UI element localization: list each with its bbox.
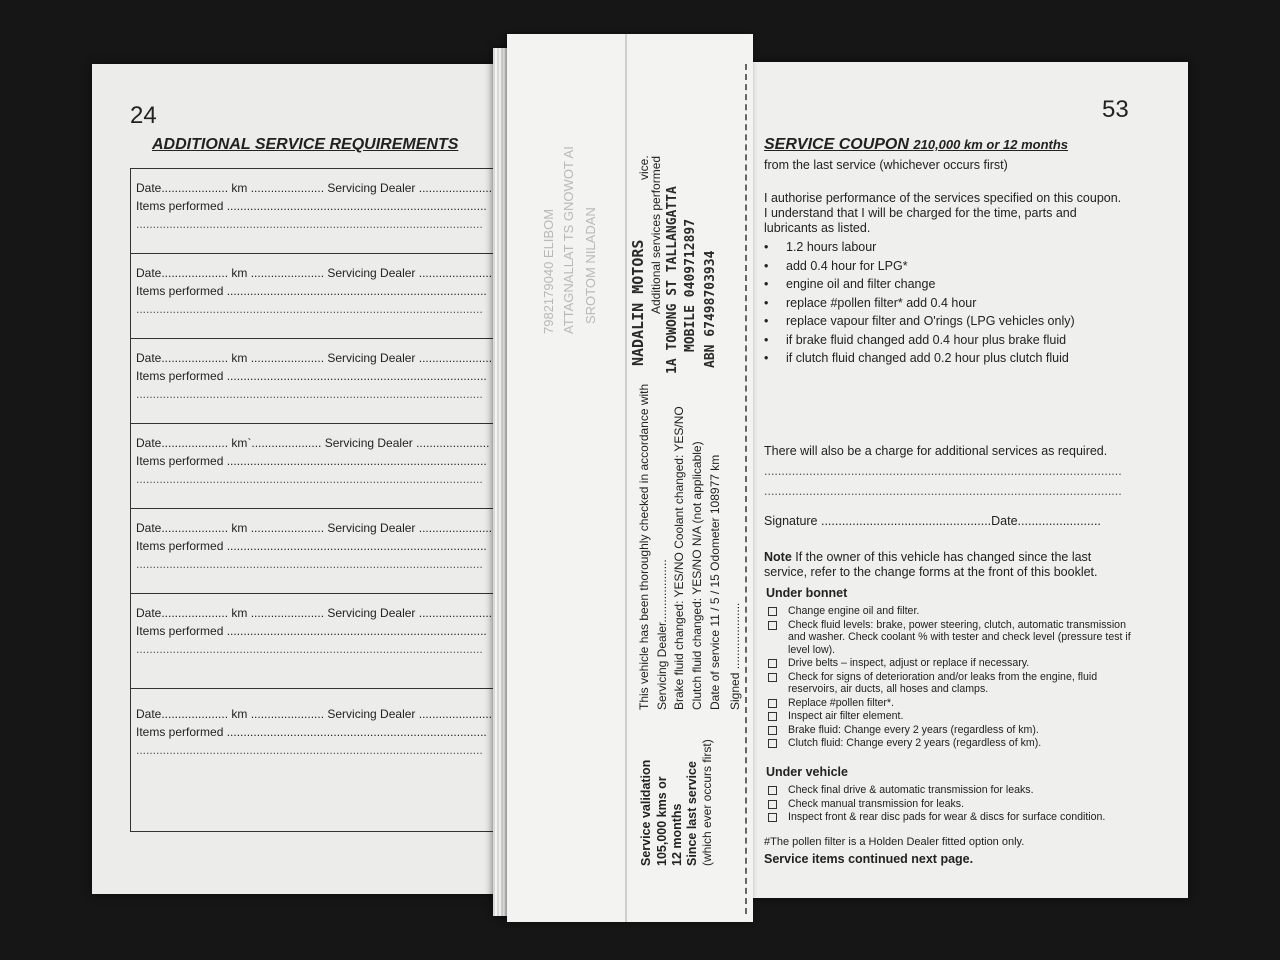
bleed-through-text: SROTOM NILADAN [583, 207, 598, 324]
validation-heading-3: 12 months [670, 803, 684, 866]
validation-heading-5: (which ever occurs first) [700, 739, 714, 866]
validation-heading-4: Since last service [685, 761, 699, 866]
list-item: • replace vapour filter and O'rings (LPG vehicles only) [764, 314, 1075, 328]
checked-statement-end: vice. [637, 155, 651, 180]
list-item: • if clutch fluid changed add 0.2 hour plus clutch fluid [764, 351, 1069, 365]
blank-line: ....................................................................................................... [764, 484, 1122, 498]
dealer-stamp-mobile: MOBILE 0409712897 [683, 218, 698, 352]
coupon-title-label: SERVICE COUPON [764, 136, 909, 153]
checkbox [768, 659, 777, 668]
items-performed-line: Items performed .............................................................................. [136, 369, 487, 383]
checkbox [768, 726, 777, 735]
authorise-line-3: lubricants as listed. [764, 221, 871, 235]
additional-services-line: Additional services performed [649, 155, 663, 314]
date-km-dealer-line: Date.................... km ...................... Servicing Dealer ...................... [136, 351, 493, 365]
brake-coolant-line: Brake fluid changed: YES/NO Coolant changed: YES/NO [672, 406, 686, 710]
page-number: 24 [130, 102, 157, 129]
blank-line: ....................................................................................................... [764, 464, 1122, 478]
checklist-item: Check manual transmission for leaks. [766, 798, 1138, 811]
authorise-line-1: I authorise performance of the services specified on this coupon. [764, 191, 1122, 205]
note-line-1: Note If the owner of this vehicle has changed since the last [764, 550, 1092, 564]
clutch-fluid-line: Clutch fluid changed: YES/NO N/A (not applicable) [690, 441, 704, 710]
footnote: #The pollen filter is a Holden Dealer fitted option only. [764, 836, 1025, 848]
note-line-2: service, refer to the change forms at the front of this booklet. [764, 565, 1098, 579]
blank-line: ........................................................................................................ [136, 472, 483, 486]
page-title: ADDITIONAL SERVICE REQUIREMENTS [152, 136, 459, 153]
service-entry [131, 339, 495, 424]
checklist-item: Check fluid levels: brake, power steering, clutch, automatic transmission and washer. Check coolant % with tester and check level (pressure test if level low). [766, 619, 1138, 657]
blank-line: ........................................................................................................ [136, 302, 483, 316]
blank-line: ........................................................................................................ [136, 387, 483, 401]
right-page [750, 62, 1188, 898]
labour-list [764, 240, 1136, 370]
checkbox [768, 813, 777, 822]
checkbox [768, 786, 777, 795]
blank-line: ........................................................................................................ [136, 217, 483, 231]
coupon-subtitle: from the last service (whichever occurs first) [764, 158, 1008, 172]
list-item: • add 0.4 hour for LPG* [764, 258, 908, 273]
checkbox [768, 739, 777, 748]
date-km-dealer-line: Date.................... km`..................... Servicing Dealer ...................... [136, 436, 490, 450]
list-item: • replace #pollen filter* add 0.4 hour [764, 295, 977, 310]
authorise-line-2: I understand that I will be charged for the time, parts and [764, 206, 1077, 220]
service-entry [131, 424, 495, 509]
fold-line [625, 34, 627, 922]
note-label: Note [764, 550, 792, 564]
date-odometer-line: Date of service 11 / 5 / 15 Odometer 108977 km [708, 454, 722, 710]
checklist-item: Change engine oil and filter. [766, 605, 1138, 618]
validation-heading-1: Service validation [639, 759, 653, 866]
service-entry [131, 169, 495, 254]
checklist-item: Check final drive & automatic transmission for leaks. [766, 784, 1138, 797]
checkbox [768, 800, 777, 809]
service-record-table [130, 168, 495, 832]
under-bonnet-checklist [766, 605, 1138, 751]
service-entry [131, 254, 495, 339]
blank-line: ........................................................................................................ [136, 557, 483, 571]
bleed-through-text: 7982179040 ELIBOM [541, 208, 556, 334]
items-performed-line: Items performed .............................................................................. [136, 539, 487, 553]
items-performed-line: Items performed .............................................................................. [136, 284, 487, 298]
service-entry [131, 509, 495, 594]
items-performed-line: Items performed .............................................................................. [136, 454, 487, 468]
checkbox [768, 621, 777, 630]
list-item: • engine oil and filter change [764, 277, 936, 291]
under-vehicle-heading: Under vehicle [766, 765, 848, 779]
bleed-through-text: ATTAGNALLAT TS GNOWOT AI [561, 146, 576, 334]
checkbox [768, 699, 777, 708]
continued-note: Service items continued next page. [764, 852, 974, 866]
checklist-item: Inspect air filter element. [766, 710, 1138, 723]
checked-statement: This vehicle has been thoroughly checked in accordance with [637, 383, 651, 710]
signed-line: Signed .................... [728, 602, 742, 710]
dealer-stamp-name: NADALIN MOTORS [629, 239, 647, 366]
perforation-line [745, 64, 747, 914]
items-performed-line: Items performed .............................................................................. [136, 199, 487, 213]
signature-line: Signature .................................................Date........................ [764, 514, 1101, 528]
checklist-item: Drive belts – inspect, adjust or replace if necessary. [766, 657, 1138, 670]
servicing-dealer-line: Servicing Dealer................... [655, 559, 669, 710]
checkbox [768, 607, 777, 616]
checklist-item: Clutch fluid: Change every 2 years (regardless of km). [766, 737, 1138, 750]
checklist-item: Brake fluid: Change every 2 years (regardless of km). [766, 724, 1138, 737]
list-item: • 1.2 hours labour [764, 240, 877, 254]
items-performed-line: Items performed .............................................................................. [136, 725, 487, 739]
items-performed-line: Items performed .............................................................................. [136, 624, 487, 638]
checkbox [768, 673, 777, 682]
coupon-title [764, 136, 1068, 154]
validation-coupon-strip [507, 34, 753, 922]
service-entry [131, 594, 495, 689]
additional-charge-text: There will also be a charge for additional services as required. [764, 444, 1108, 458]
dealer-stamp-abn: ABN 67498703934 [703, 250, 718, 368]
checklist-item: Inspect front & rear disc pads for wear & discs for surface condition. [766, 811, 1138, 824]
checklist-item: Replace #pollen filter*. [766, 697, 1138, 710]
date-km-dealer-line: Date.................... km ...................... Servicing Dealer ...................... [136, 181, 493, 195]
list-item: • if brake fluid changed add 0.4 hour plus brake fluid [764, 332, 1067, 347]
under-bonnet-heading: Under bonnet [766, 586, 848, 600]
date-km-dealer-line: Date.................... km ...................... Servicing Dealer ...................... [136, 606, 493, 620]
validation-heading-2: 105,000 kms or [655, 776, 669, 866]
checklist-item: Check for signs of deterioration and/or leaks from the engine, fluid reservoirs, air ducts, all hoses and clamps. [766, 671, 1138, 696]
service-entry [131, 689, 495, 829]
date-km-dealer-line: Date.................... km ...................... Servicing Dealer ...................... [136, 266, 493, 280]
dealer-stamp-address: 1A TOWONG ST TALLANGATTA [665, 186, 680, 374]
blank-line: ........................................................................................................ [136, 642, 483, 656]
blank-line: ........................................................................................................ [136, 743, 483, 757]
left-page [92, 64, 504, 894]
date-km-dealer-line: Date.................... km ...................... Servicing Dealer ...................... [136, 521, 493, 535]
checkbox [768, 712, 777, 721]
date-km-dealer-line: Date.................... km ...................... Servicing Dealer ...................... [136, 707, 493, 721]
under-vehicle-checklist [766, 784, 1138, 825]
page-number: 53 [1102, 96, 1129, 123]
coupon-interval: 210,000 km or 12 months [913, 137, 1069, 152]
